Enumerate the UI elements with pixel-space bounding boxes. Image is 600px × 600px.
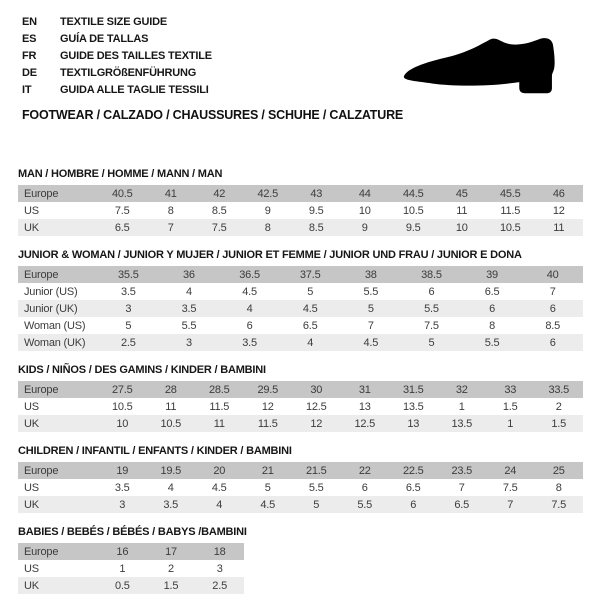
size-value: 21 <box>244 462 293 479</box>
size-value: 10 <box>438 219 487 236</box>
size-value: 3.5 <box>219 334 280 351</box>
size-value: 1.5 <box>535 415 584 432</box>
size-value: 12 <box>552 204 565 217</box>
size-value: 6 <box>246 319 253 332</box>
language-code: DE <box>22 66 37 79</box>
size-value: 7 <box>458 481 465 494</box>
size-value: 8 <box>489 319 496 332</box>
size-value: 28 <box>147 381 196 398</box>
size-value: 1 <box>486 415 535 432</box>
size-value: 8 <box>167 204 174 217</box>
size-value: 2 <box>168 562 174 575</box>
size-value: 11 <box>535 219 584 236</box>
size-value: 20 <box>195 462 244 479</box>
language-row <box>22 81 212 98</box>
size-value: 3 <box>216 562 223 575</box>
size-value: 3 <box>159 334 220 351</box>
row-label: US <box>24 204 39 217</box>
size-value: 4 <box>219 300 280 317</box>
size-table-row <box>18 317 583 334</box>
size-value: 6 <box>389 496 438 513</box>
size-value: 2.5 <box>98 334 159 351</box>
language-label: GUIDE DES TAILLES TEXTILE <box>60 49 212 62</box>
size-value: 1 <box>458 400 465 413</box>
size-value: 45.5 <box>486 185 535 202</box>
size-table <box>18 266 583 351</box>
size-table-row <box>18 496 583 513</box>
size-value: 31.5 <box>389 381 438 398</box>
size-value: 12.5 <box>341 415 390 432</box>
size-value: 5.5 <box>308 481 324 494</box>
size-value: 40 <box>522 266 583 283</box>
size-table-header-row <box>18 381 583 398</box>
size-value: 40.5 <box>98 185 147 202</box>
size-value: 36 <box>159 266 220 283</box>
size-value: 1 <box>119 562 126 575</box>
size-value: 13.5 <box>402 400 424 413</box>
size-value: 11 <box>456 204 468 217</box>
size-table-section <box>18 364 583 432</box>
row-label: Junior (UK) <box>18 300 98 317</box>
size-value: 5 <box>125 319 132 332</box>
language-label: GUIDA ALLE TAGLIE TESSILI <box>60 83 209 96</box>
size-value: 25 <box>535 462 584 479</box>
size-value: 6 <box>428 285 435 298</box>
size-value: 7.5 <box>502 481 518 494</box>
size-value: 3.5 <box>120 285 136 298</box>
size-value: 9.5 <box>308 204 324 217</box>
size-value: 5.5 <box>462 334 523 351</box>
size-value: 7.5 <box>535 496 584 513</box>
language-label: TEXTILE SIZE GUIDE <box>60 15 168 28</box>
language-row <box>22 64 212 81</box>
size-table-row <box>18 202 583 219</box>
size-value: 4 <box>185 285 192 298</box>
row-label: Europe <box>18 381 98 398</box>
size-value: 12.5 <box>305 400 327 413</box>
size-value: 5.5 <box>401 300 462 317</box>
row-label: Europe <box>18 266 98 283</box>
section-title: MAN / HOMBRE / HOMME / MANN / MAN <box>18 168 223 180</box>
size-value: 2 <box>555 400 562 413</box>
size-value: 11.5 <box>500 204 521 217</box>
size-value: 46 <box>535 185 584 202</box>
size-value: 11.5 <box>244 415 293 432</box>
size-value: 6 <box>522 300 583 317</box>
size-value: 10.5 <box>147 415 196 432</box>
row-label: UK <box>18 496 98 513</box>
row-label: US <box>24 400 39 413</box>
size-value: 19.5 <box>147 462 196 479</box>
size-value: 35.5 <box>98 266 159 283</box>
size-value: 9 <box>341 219 390 236</box>
size-value: 12 <box>261 400 274 413</box>
size-value: 5 <box>341 300 402 317</box>
size-value: 10.5 <box>111 400 133 413</box>
size-table-row <box>18 334 583 351</box>
shoe-icon <box>393 20 583 104</box>
size-value: 33.5 <box>535 381 584 398</box>
size-value: 4.5 <box>244 496 293 513</box>
size-value: 45 <box>438 185 487 202</box>
size-value: 30 <box>292 381 341 398</box>
language-code: ES <box>22 32 37 45</box>
size-value: 13.5 <box>438 415 487 432</box>
size-value: 9 <box>264 204 271 217</box>
size-table-row <box>18 300 583 317</box>
size-table <box>18 185 583 236</box>
row-label: Europe <box>18 543 98 560</box>
size-table-section <box>18 249 583 351</box>
size-value: 4.5 <box>242 285 257 298</box>
size-value: 44.5 <box>389 185 438 202</box>
language-row <box>22 30 212 47</box>
size-value: 11 <box>165 400 177 413</box>
size-value: 4 <box>195 496 244 513</box>
size-value: 10 <box>98 415 147 432</box>
size-value: 5 <box>264 481 271 494</box>
size-value: 1.5 <box>147 577 196 594</box>
size-value: 28.5 <box>195 381 244 398</box>
size-value: 7 <box>147 219 196 236</box>
size-table-row <box>18 577 244 594</box>
size-value: 10.5 <box>486 219 535 236</box>
size-value: 1.5 <box>502 400 518 413</box>
size-value: 8.5 <box>292 219 341 236</box>
size-value: 8.5 <box>545 319 561 332</box>
size-value: 8 <box>555 481 562 494</box>
size-value: 23.5 <box>438 462 487 479</box>
section-title: KIDS / NIÑOS / DES GAMINS / KINDER / BAMBINI <box>18 364 266 376</box>
size-value: 5 <box>292 496 341 513</box>
size-value: 4 <box>167 481 174 494</box>
size-value: 33 <box>486 381 535 398</box>
size-value: 13 <box>389 415 438 432</box>
size-value: 7.5 <box>195 219 244 236</box>
size-table-header-row <box>18 543 244 560</box>
size-value: 32 <box>438 381 487 398</box>
size-value: 4 <box>280 334 341 351</box>
size-value: 22 <box>341 462 390 479</box>
section-title: JUNIOR & WOMAN / JUNIOR Y MUJER / JUNIOR ET FEMME / JUNIOR UND FRAU / JUNIOR E DONA <box>18 249 522 261</box>
section-title: CHILDREN / INFANTIL / ENFANTS / KINDER / BAMBINI <box>18 445 292 457</box>
size-value: 12 <box>292 415 341 432</box>
size-value: 37.5 <box>280 266 341 283</box>
section-title: BABIES / BEBÉS / BÉBÉS / BABYS /BAMBINI <box>18 526 247 538</box>
language-row <box>22 13 212 30</box>
size-table-section <box>18 168 583 236</box>
size-table-row <box>18 479 583 496</box>
size-table-row <box>18 219 583 236</box>
size-value: 7 <box>367 319 374 332</box>
size-value: 21.5 <box>292 462 341 479</box>
language-code: EN <box>22 15 37 28</box>
size-value: 5.5 <box>181 319 197 332</box>
size-value: 4.5 <box>341 334 402 351</box>
size-value: 5 <box>307 285 314 298</box>
size-value: 16 <box>98 543 147 560</box>
row-label: Europe <box>18 462 98 479</box>
size-value: 42 <box>195 185 244 202</box>
row-label: UK <box>18 577 98 594</box>
size-value: 11.5 <box>209 400 230 413</box>
size-value: 39 <box>462 266 523 283</box>
size-value: 27.5 <box>98 381 147 398</box>
size-value: 22.5 <box>389 462 438 479</box>
size-value: 7.5 <box>424 319 439 332</box>
size-value: 17 <box>147 543 196 560</box>
size-value: 0.5 <box>98 577 147 594</box>
size-value: 13 <box>358 400 371 413</box>
size-value: 19 <box>98 462 147 479</box>
size-value: 6.5 <box>405 481 421 494</box>
size-value: 6 <box>522 334 583 351</box>
size-value: 6.5 <box>302 319 318 332</box>
size-table-row <box>18 283 583 300</box>
size-value: 10.5 <box>402 204 424 217</box>
size-value: 8 <box>244 219 293 236</box>
size-value: 6.5 <box>98 219 147 236</box>
size-value: 24 <box>486 462 535 479</box>
size-value: 18 <box>195 543 244 560</box>
size-value: 9.5 <box>389 219 438 236</box>
size-value: 2.5 <box>195 577 244 594</box>
language-row <box>22 47 212 64</box>
size-value: 6 <box>462 300 523 317</box>
size-value: 7 <box>549 285 556 298</box>
size-value: 31 <box>341 381 390 398</box>
size-value: 7.5 <box>114 204 130 217</box>
size-value: 38 <box>341 266 402 283</box>
size-value: 41 <box>147 185 196 202</box>
size-table-section <box>18 526 583 594</box>
size-value: 8.5 <box>211 204 227 217</box>
size-value: 4.5 <box>280 300 341 317</box>
size-value: 7 <box>486 496 535 513</box>
row-label: US <box>24 562 39 575</box>
size-table-section <box>18 445 583 513</box>
size-table-header-row <box>18 462 583 479</box>
size-table-header-row <box>18 266 583 283</box>
row-label: Woman (US) <box>24 319 86 332</box>
size-table <box>18 462 583 513</box>
size-value: 3 <box>98 300 159 317</box>
size-value: 5.5 <box>341 496 390 513</box>
row-label: Junior (US) <box>24 285 78 298</box>
size-value: 11 <box>195 415 244 432</box>
size-table-row <box>18 415 583 432</box>
size-value: 6.5 <box>438 496 487 513</box>
size-table-row <box>18 560 244 577</box>
language-code: IT <box>22 83 32 96</box>
size-table <box>18 381 583 432</box>
size-table-row <box>18 398 583 415</box>
size-value: 3.5 <box>147 496 196 513</box>
row-label: Woman (UK) <box>18 334 98 351</box>
row-label: UK <box>18 219 98 236</box>
language-label: TEXTILGRÖßENFÜHRUNG <box>60 66 197 79</box>
row-label: US <box>24 481 39 494</box>
size-value: 43 <box>292 185 341 202</box>
size-value: 3.5 <box>114 481 130 494</box>
size-value: 38.5 <box>401 266 462 283</box>
size-value: 3 <box>98 496 147 513</box>
size-value: 6.5 <box>484 285 500 298</box>
language-code: FR <box>22 49 37 62</box>
size-value: 4.5 <box>211 481 227 494</box>
row-label: UK <box>18 415 98 432</box>
size-table-header-row <box>18 185 583 202</box>
size-value: 10 <box>358 204 371 217</box>
size-tables <box>18 168 583 600</box>
category-title: FOOTWEAR / CALZADO / CHAUSSURES / SCHUHE / CALZATURE <box>22 108 404 122</box>
size-value: 36.5 <box>219 266 280 283</box>
size-value: 29.5 <box>244 381 293 398</box>
size-value: 5 <box>401 334 462 351</box>
size-value: 42.5 <box>244 185 293 202</box>
size-value: 44 <box>341 185 390 202</box>
size-table <box>18 543 244 594</box>
size-value: 5.5 <box>363 285 379 298</box>
size-value: 3.5 <box>159 300 220 317</box>
size-value: 6 <box>361 481 368 494</box>
language-label: GUÍA DE TALLAS <box>60 32 149 45</box>
row-label: Europe <box>18 185 98 202</box>
language-list <box>22 13 212 98</box>
